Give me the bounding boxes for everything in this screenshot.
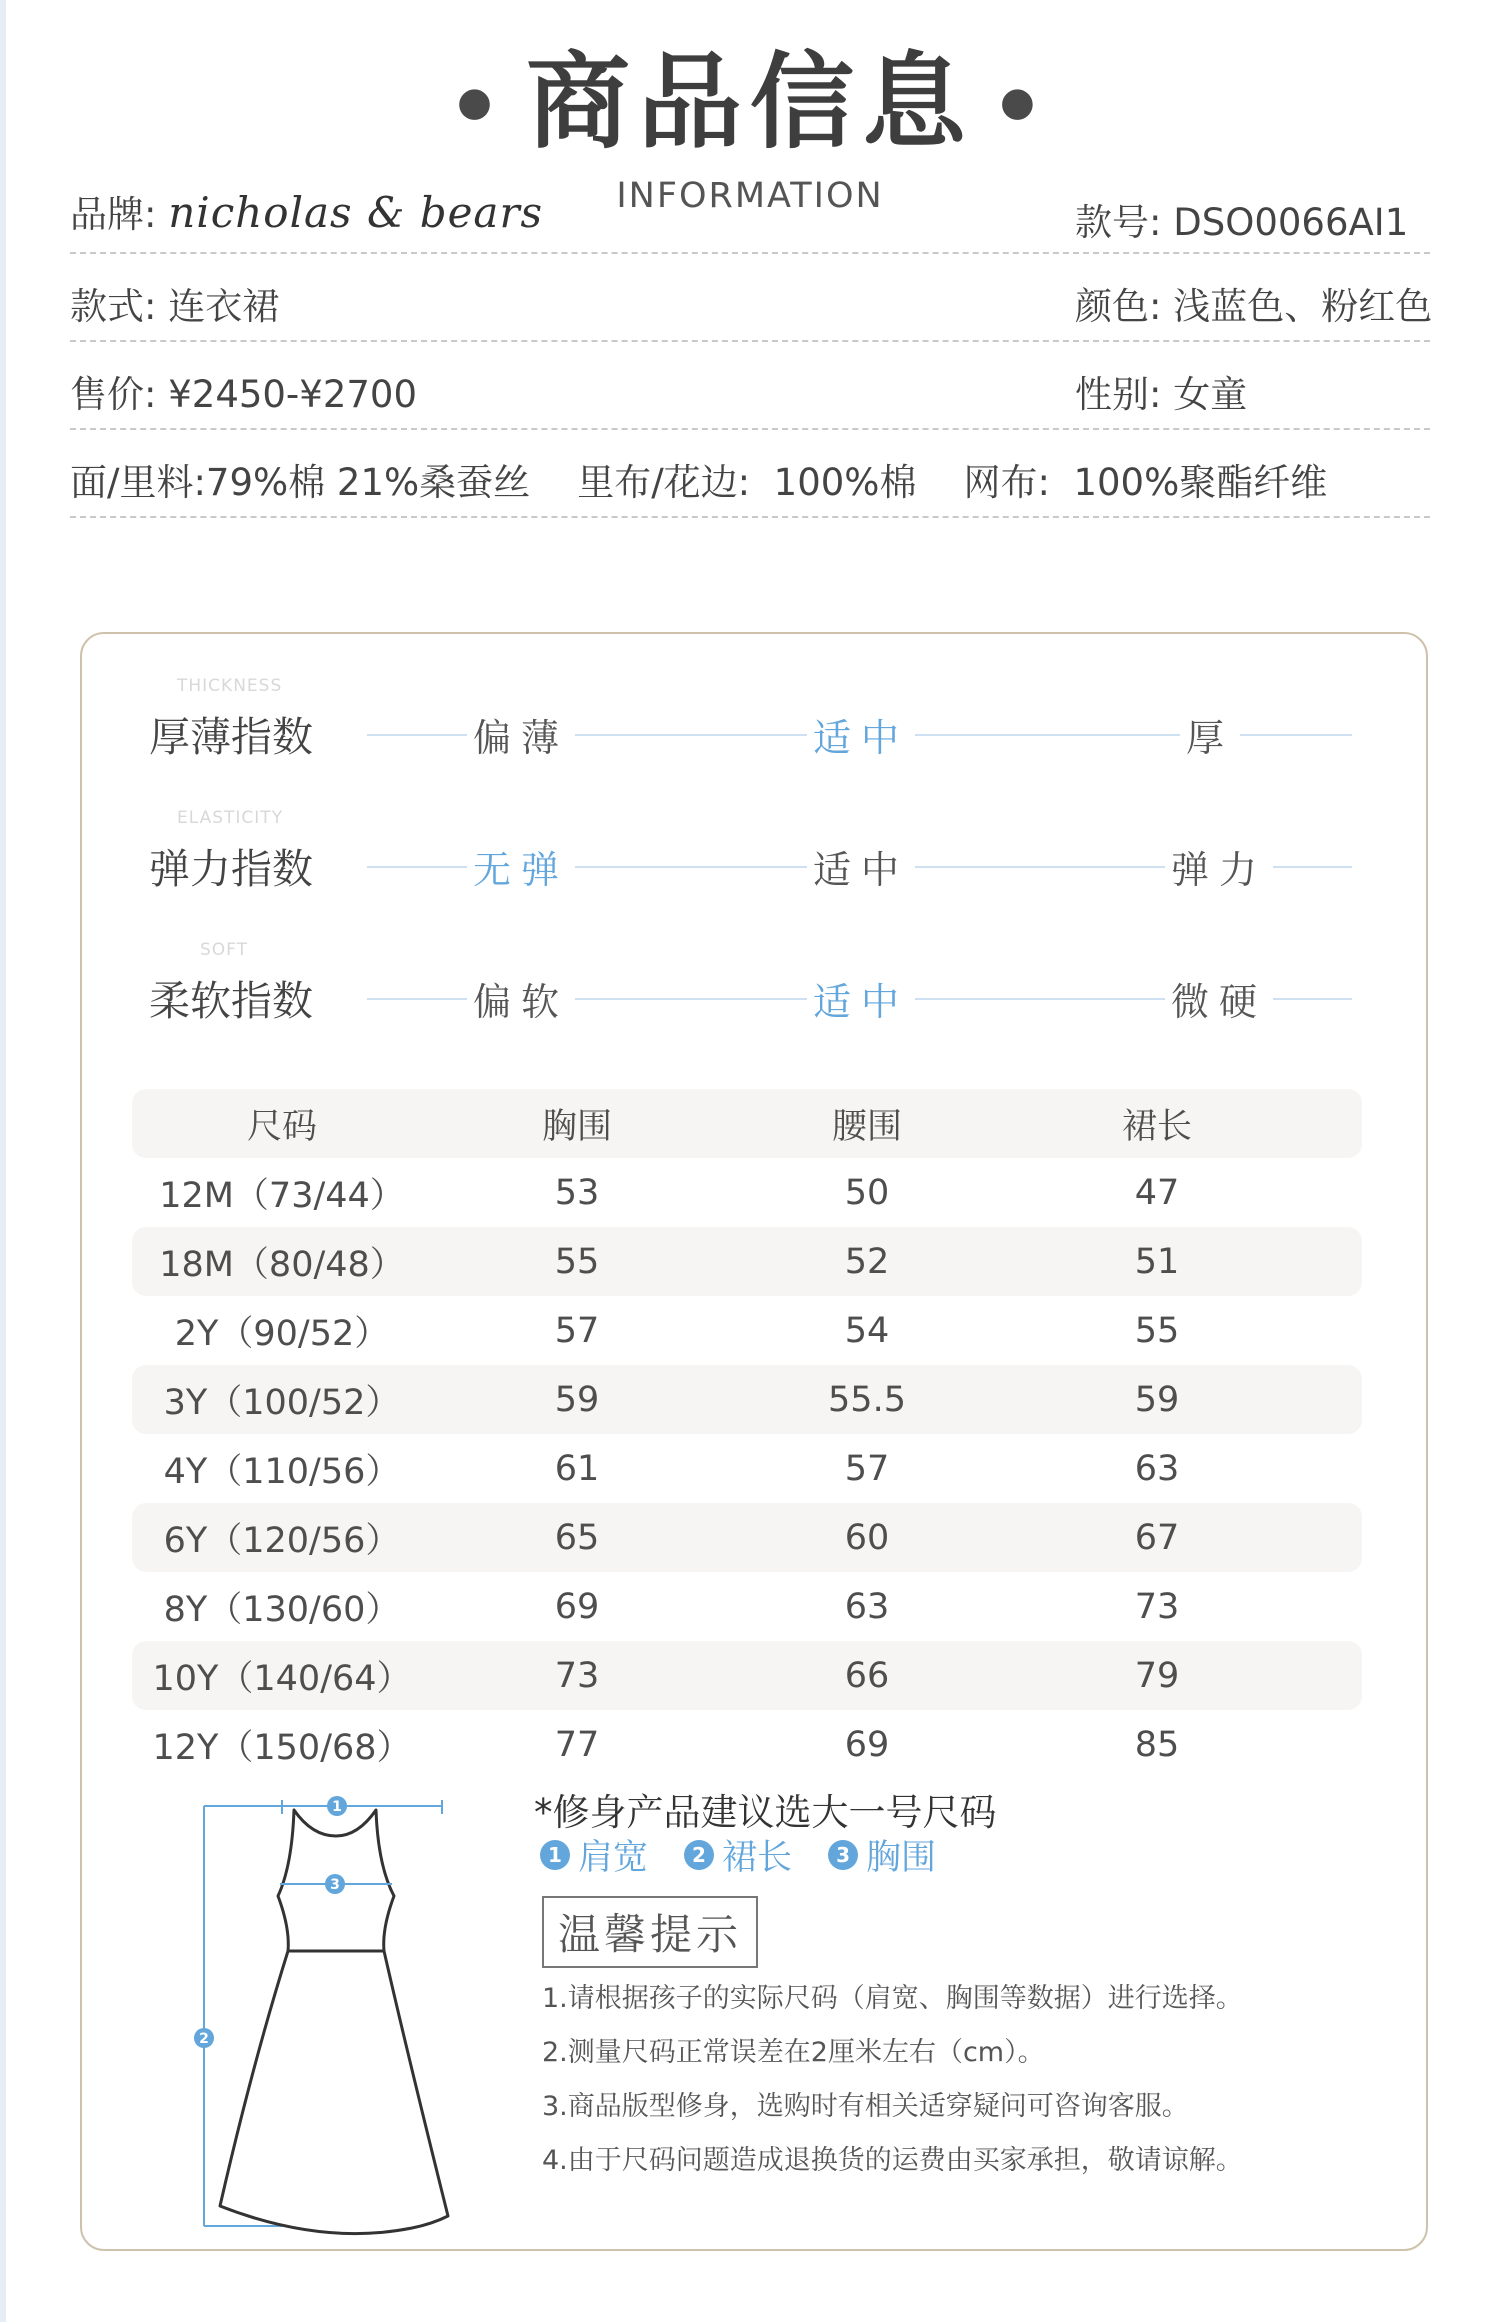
length-cell: 55 [1134,1310,1180,1351]
chest-cell: 53 [554,1172,600,1213]
table-row [132,1227,1362,1296]
size-cell: 6Y（120/56） [163,1520,401,1561]
index-label: 厚薄指数 [149,713,313,761]
table-row [132,1434,1362,1503]
chest-cell: 73 [554,1655,600,1696]
left-edge-strip [0,0,6,2322]
chest-cell: 61 [554,1448,600,1489]
waist-cell: 60 [844,1517,890,1558]
length-cell: 63 [1134,1448,1180,1489]
style-label: 款式: [70,285,157,328]
legend-item-chest [828,1830,936,1880]
legend-item-shoulder [540,1830,648,1880]
svg-text:1: 1 [332,1799,342,1815]
table-row [132,1710,1362,1779]
price-value: ¥2450-¥2700 [168,373,417,416]
info-row-price [70,342,1430,430]
index-en-label: ELASTICITY [177,808,284,828]
waist-cell: 55.5 [828,1379,906,1420]
style-no-cell [1075,192,1408,246]
info-row-material [70,430,1430,518]
gender-label: 性别: [1075,373,1162,416]
svg-text:2: 2 [199,2031,209,2047]
svg-text:3: 3 [330,1877,340,1893]
table-row [132,1158,1362,1227]
index-level: 偏薄 [467,707,575,762]
dress-measurement-diagram [182,1796,502,2236]
chest-cell: 77 [554,1724,600,1765]
page-subtitle: INFORMATION [616,176,884,216]
gender-value: 女童 [1173,373,1248,416]
style-no-value: DSO0066AI1 [1173,201,1409,244]
color-label: 颜色: [1075,285,1162,328]
info-row-brand [70,166,1430,254]
index-level-active: 无弹 [467,839,575,894]
style-cell [70,276,279,330]
chest-cell: 65 [554,1517,600,1558]
size-cell: 4Y（110/56） [163,1451,401,1492]
table-header-cell: 腰围 [831,1106,902,1147]
material-text: 面/里料:79%棉 21%桑蚕丝 里布/花边: 100%棉 网布: 100%聚酯纤维 [70,461,1328,504]
index-row-softness [82,938,1426,1048]
color-value: 浅蓝色、粉红色 [1173,285,1433,328]
size-cell: 10Y（140/64） [152,1658,412,1699]
length-cell: 59 [1134,1379,1180,1420]
waist-cell: 66 [844,1655,890,1696]
tip-item: 2.测量尺码正常误差在2厘米左右（cm）。 [542,2037,1045,2068]
length-cell: 85 [1134,1724,1180,1765]
tip-item: 1.请根据孩子的实际尺码（肩宽、胸围等数据）进行选择。 [542,1983,1243,2014]
table-row [132,1572,1362,1641]
waist-cell: 52 [844,1241,890,1282]
index-level: 适中 [807,839,915,894]
legend-label: 裙长 [722,1838,793,1878]
index-label: 柔软指数 [149,977,313,1025]
size-table [132,1089,1362,1779]
index-level: 弹力 [1165,839,1273,894]
page-title-text: 商品信息 [525,41,974,163]
index-level-active: 适中 [807,971,915,1026]
index-en-label: THICKNESS [177,676,283,696]
chest-cell: 55 [554,1241,600,1282]
title-dot-left: ● [457,79,500,125]
length-cell: 51 [1134,1241,1180,1282]
size-cell: 8Y（130/60） [163,1589,401,1630]
gender-cell [1075,364,1247,418]
chest-cell: 59 [554,1379,600,1420]
chest-cell: 69 [554,1586,600,1627]
table-header-cell: 胸围 [541,1106,612,1147]
waist-cell: 69 [844,1724,890,1765]
price-label: 售价: [70,373,157,416]
title-dot-right: ● [1000,79,1043,125]
brand-cell [70,184,543,238]
style-value: 连衣裙 [168,285,280,328]
brand-logo: nicholas & bears [168,188,544,237]
length-cell: 73 [1134,1586,1180,1627]
size-cell: 18M（80/48） [159,1244,405,1285]
index-level: 偏软 [467,971,575,1026]
chest-cell: 57 [554,1310,600,1351]
legend-number-badge: 2 [684,1840,714,1870]
size-cell: 3Y（100/52） [163,1382,401,1423]
length-cell: 79 [1134,1655,1180,1696]
style-no-label: 款号: [1075,201,1162,244]
table-row [132,1365,1362,1434]
size-cell: 12Y（150/68） [152,1727,412,1768]
legend-label: 肩宽 [578,1838,649,1878]
legend-number-badge: 3 [828,1840,858,1870]
index-label: 弹力指数 [149,845,313,893]
index-level: 微硬 [1165,971,1273,1026]
waist-cell: 54 [844,1310,890,1351]
legend-item-length [684,1830,792,1880]
tips-title: 温馨提示 [542,1896,758,1968]
size-card [80,632,1428,2251]
length-cell: 47 [1134,1172,1180,1213]
brand-label: 品牌: [70,193,157,236]
table-row [132,1296,1362,1365]
table-header-cell: 尺码 [246,1106,317,1147]
index-en-label: SOFT [200,940,249,960]
page-title [457,41,1043,163]
index-row-elasticity [82,806,1426,916]
waist-cell: 50 [844,1172,890,1213]
color-cell [1075,276,1432,330]
legend-label: 胸围 [866,1838,937,1878]
waist-cell: 63 [844,1586,890,1627]
info-row-style [70,254,1433,342]
price-cell [70,364,417,418]
size-cell: 2Y（90/52） [174,1313,390,1354]
size-cell: 12M（73/44） [159,1175,405,1216]
table-row [132,1503,1362,1572]
size-advice-note: *修身产品建议选大一号尺码 [534,1791,997,1834]
table-header-cell: 裙长 [1121,1106,1192,1147]
waist-cell: 57 [844,1448,890,1489]
index-level-active: 适中 [807,707,915,762]
table-row [132,1641,1362,1710]
index-level: 厚 [1180,707,1240,762]
table-header-row [132,1089,1362,1158]
index-row-thickness [82,674,1426,784]
measure-legend [540,1830,936,1880]
legend-number-badge: 1 [540,1840,570,1870]
length-cell: 67 [1134,1517,1180,1558]
tips-list [542,1972,1402,2188]
tip-item: 3.商品版型修身，选购时有相关适穿疑问可咨询客服。 [542,2091,1189,2122]
tip-item: 4.由于尺码问题造成退换货的运费由买家承担，敬请谅解。 [542,2145,1243,2176]
